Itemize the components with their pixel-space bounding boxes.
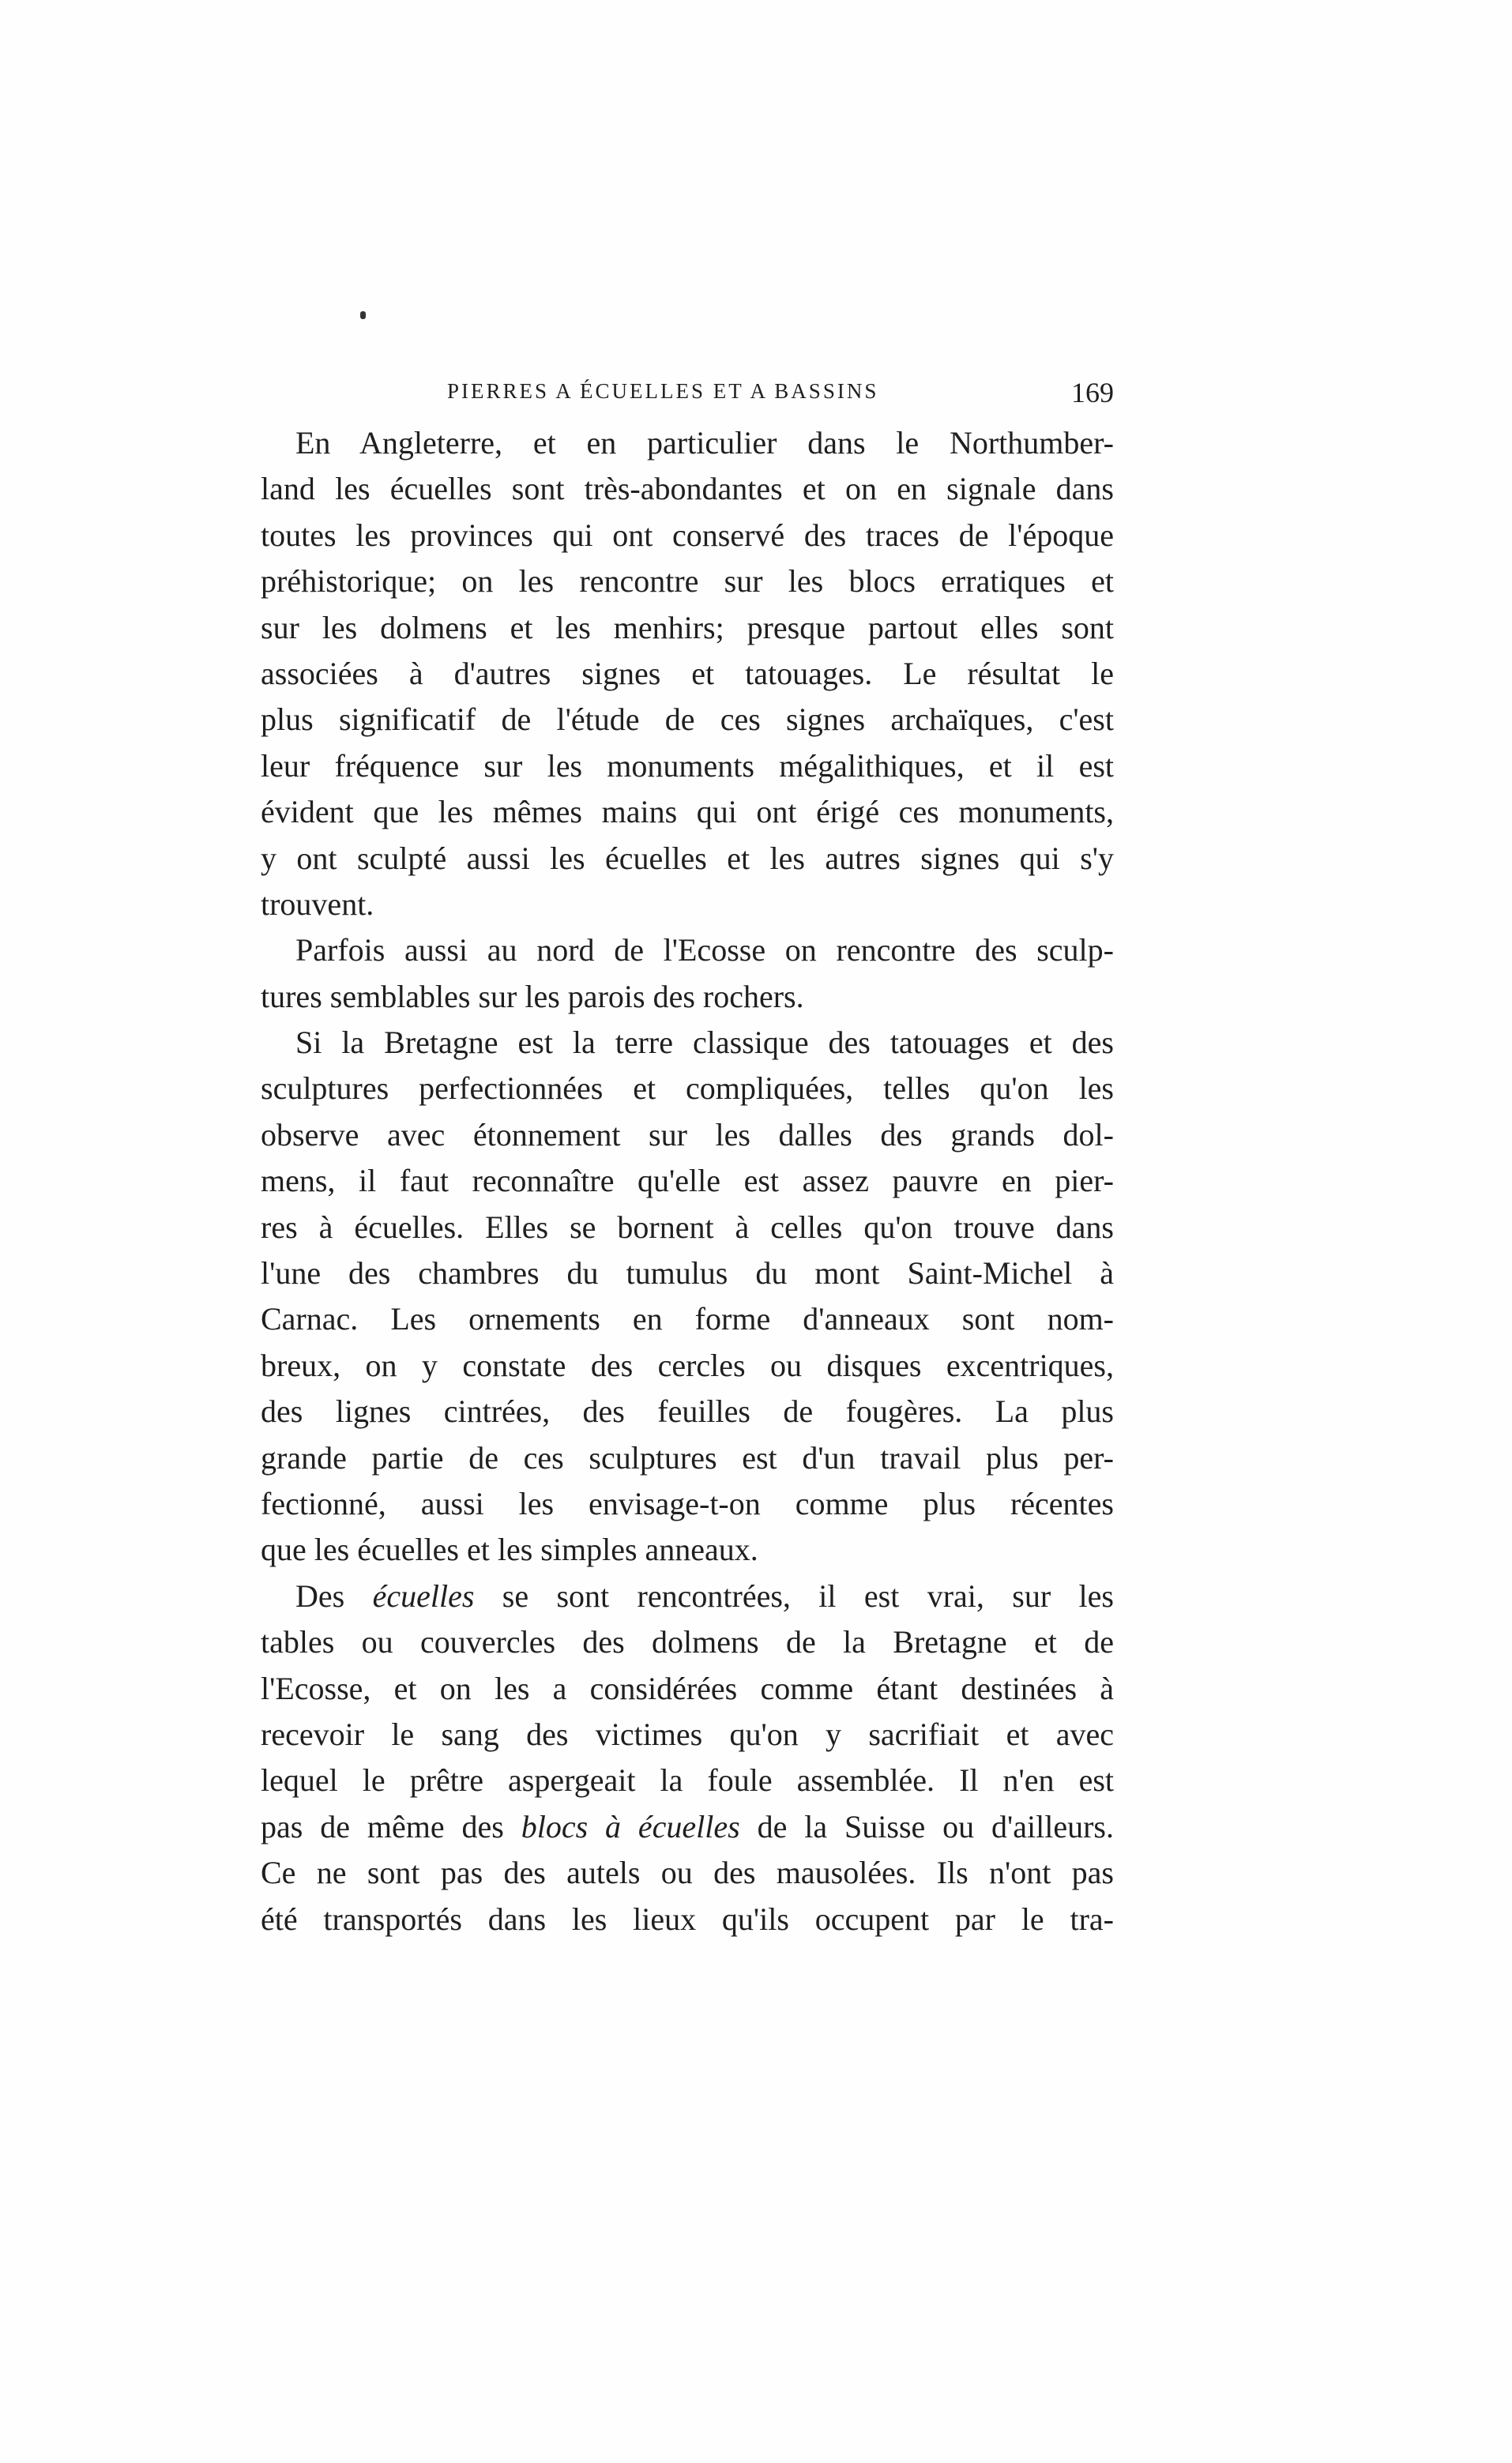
text-line: sculptures perfectionnées et compliquées, telles qu'on les bbox=[261, 1070, 1114, 1107]
text-line: grande partie de ces sculptures est d'un travail plus per- bbox=[261, 1439, 1114, 1476]
text-line: observe avec étonnement sur les dalles des grands dol- bbox=[261, 1116, 1114, 1153]
text-line: l'une des chambres du tumulus du mont Saint-Michel à bbox=[261, 1255, 1114, 1292]
text-line: que les écuelles et les simples anneaux. bbox=[261, 1532, 758, 1568]
text-line: tables ou couvercles des dolmens de la Bretagne et de bbox=[261, 1624, 1114, 1660]
text-line: été transportés dans les lieux qu'ils occupent par le tra- bbox=[261, 1901, 1114, 1937]
running-head bbox=[261, 379, 1114, 411]
text-line: breux, on y constate des cercles ou disques excentriques, bbox=[261, 1347, 1114, 1383]
body-text bbox=[261, 420, 1114, 1942]
text-line: des lignes cintrées, des feuilles de fougères. La plus bbox=[261, 1393, 1114, 1430]
text-line: res à écuelles. Elles se bornent à celles qu'on trouve dans bbox=[261, 1209, 1114, 1245]
text-run: Des bbox=[295, 1577, 373, 1614]
text-line: Si la Bretagne est la terre classique des tatouages et des bbox=[295, 1025, 1114, 1061]
text-run: se sont rencontrées, il est vrai, sur les bbox=[474, 1577, 1114, 1614]
text-run: de la Suisse ou d'ailleurs. bbox=[739, 1808, 1114, 1844]
text-line: mens, il faut reconnaître qu'elle est assez pauvre en pier- bbox=[261, 1163, 1114, 1199]
text-line: plus significatif de l'étude de ces signes archaïques, c'est bbox=[261, 701, 1114, 738]
text-line: lequel le prêtre aspergeait la foule assemblée. Il n'en est bbox=[261, 1762, 1114, 1799]
text-line: Carnac. Les ornements en forme d'anneaux sont nom- bbox=[261, 1301, 1114, 1337]
text-line: land les écuelles sont très-abondantes et on en signale dans bbox=[261, 471, 1114, 507]
text-line: associées à d'autres signes et tatouages. Le résultat le bbox=[261, 655, 1114, 691]
page-number: 169 bbox=[1071, 377, 1114, 408]
text-line: évident que les mêmes mains qui ont érigé ces monuments, bbox=[261, 794, 1114, 830]
text-line: tures semblables sur les parois des rochers. bbox=[261, 978, 804, 1014]
text-line: Ce ne sont pas des autels ou des mausolées. Ils n'ont pas bbox=[261, 1855, 1114, 1891]
text-line: sur les dolmens et les menhirs; presque partout elles sont bbox=[261, 609, 1114, 645]
italic-run: écuelles bbox=[372, 1577, 475, 1614]
text-line: En Angleterre, et en particulier dans le Northumber- bbox=[295, 425, 1114, 461]
text-run: pas de même des bbox=[261, 1808, 521, 1844]
text-line: recevoir le sang des victimes qu'on y sacrifiait et avec bbox=[261, 1716, 1114, 1752]
ink-speck bbox=[360, 311, 366, 319]
italic-run: blocs à écuelles bbox=[521, 1808, 740, 1844]
text-line: préhistorique; on les rencontre sur les blocs erratiques et bbox=[261, 563, 1114, 600]
text-line: y ont sculpté aussi les écuelles et les autres signes qui s'y bbox=[261, 840, 1114, 876]
text-line: leur fréquence sur les monuments mégalithiques, et il est bbox=[261, 747, 1114, 784]
text-line: fectionné, aussi les envisage-t-on comme plus récentes bbox=[261, 1485, 1114, 1521]
text-line: Parfois aussi au nord de l'Ecosse on rencontre des sculp- bbox=[295, 932, 1114, 968]
text-line bbox=[261, 1804, 1114, 1850]
text-line: l'Ecosse, et on les a considérées comme étant destinées à bbox=[261, 1670, 1114, 1706]
running-title: PIERRES A ÉCUELLES ET A BASSINS bbox=[447, 379, 879, 403]
text-line: trouvent. bbox=[261, 886, 374, 922]
text-line bbox=[261, 1574, 1114, 1619]
text-line: toutes les provinces qui ont conservé des traces de l'époque bbox=[261, 517, 1114, 553]
